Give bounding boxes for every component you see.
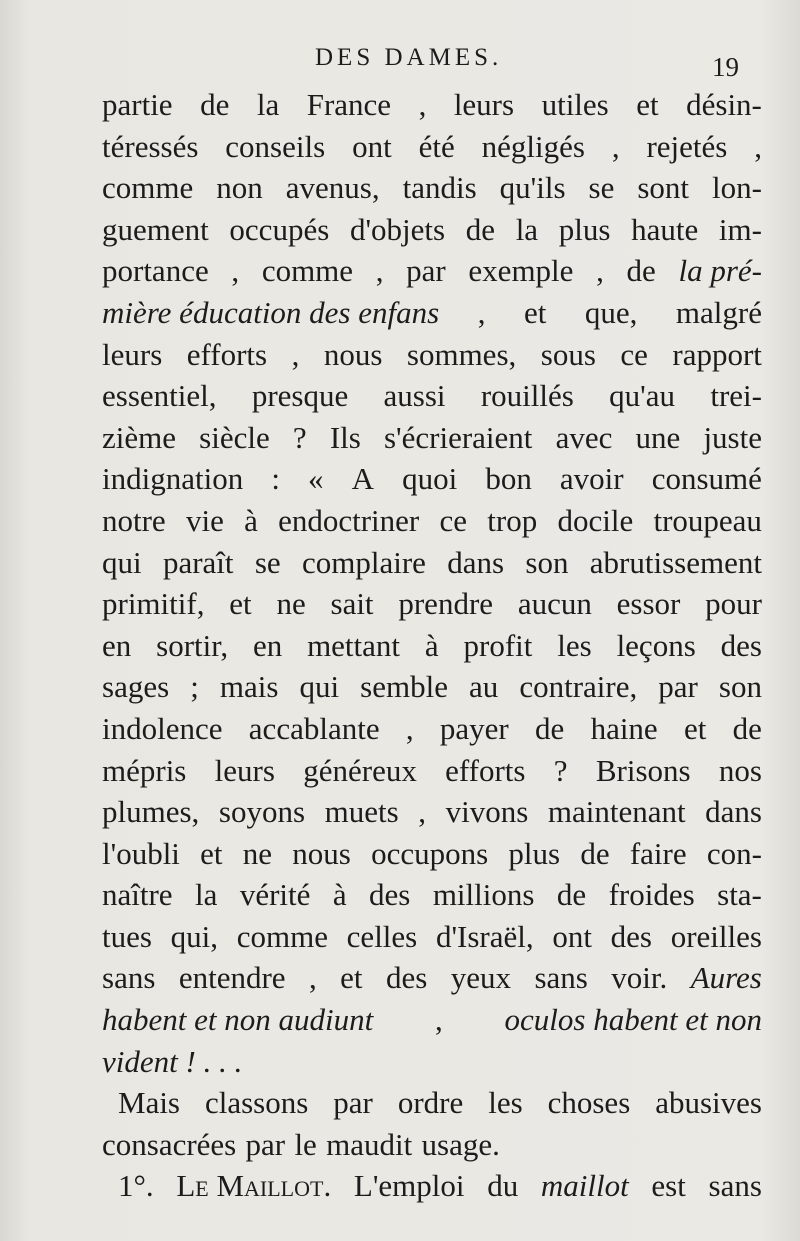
text-word: presque — [251, 378, 349, 414]
text-line — [102, 167, 762, 209]
text-word: , — [231, 253, 240, 289]
text-word: « — [308, 461, 324, 497]
text-word: à — [244, 502, 258, 538]
text-word: indolence — [102, 710, 223, 746]
text-word: essentiel, — [102, 378, 217, 414]
text-word: sans — [708, 1168, 762, 1204]
text-word: les — [557, 627, 592, 663]
text-line — [102, 666, 762, 708]
text-word: nous — [292, 835, 351, 871]
text-word: rejetés — [646, 128, 728, 164]
text-word: ne — [242, 835, 273, 871]
text-word: ce — [439, 502, 468, 538]
text-word: vérité — [239, 877, 311, 913]
text-word: contraire, — [519, 669, 638, 705]
text-word: son — [718, 669, 762, 705]
text-word: L'emploi — [353, 1168, 465, 1204]
text-word: consumé — [651, 461, 762, 497]
text-word: leurs — [102, 336, 163, 372]
text-word: Mais — [118, 1085, 180, 1121]
text-word: zième — [102, 419, 177, 455]
text-word: ; — [190, 669, 199, 705]
text-word: ordre — [397, 1085, 464, 1121]
text-word: son — [525, 544, 569, 580]
text-word: par — [658, 669, 698, 705]
text-word: la — [256, 87, 280, 122]
text-word: leurs — [453, 87, 515, 122]
text-word: la — [515, 211, 539, 247]
text-word: téressés — [102, 128, 199, 164]
text-word: , — [418, 794, 426, 830]
text-word: maillot — [540, 1168, 629, 1204]
text-word: 1°. — [118, 1168, 154, 1204]
text-word: Aures — [690, 960, 762, 996]
text-word: oculos habent et non — [504, 1002, 762, 1038]
text-line — [102, 583, 762, 625]
text-word: avec — [555, 419, 613, 455]
text-word: sommes, — [406, 336, 517, 372]
text-word: sages — [102, 669, 170, 705]
text-word: choses — [547, 1085, 631, 1121]
text-word: sait — [330, 586, 374, 622]
text-word: A — [351, 461, 375, 497]
text-word: , — [405, 710, 414, 746]
text-word: de — [200, 87, 230, 122]
text-word: mépris — [102, 752, 187, 788]
text-word: usage. — [421, 1126, 500, 1162]
text-line — [102, 750, 762, 792]
text-word: essor — [616, 586, 681, 622]
text-line — [102, 833, 762, 875]
text-word: comme — [236, 918, 328, 954]
text-line — [102, 957, 762, 999]
text-line — [102, 874, 762, 916]
text-word: et — [636, 87, 659, 122]
text-word: entendre — [178, 960, 286, 996]
text-word: maudit — [326, 1126, 413, 1162]
text-word: sont — [637, 170, 690, 206]
text-word: , — [308, 960, 317, 996]
text-line — [102, 708, 762, 750]
text-line — [102, 334, 762, 376]
text-line — [102, 458, 762, 500]
text-word: primitif, — [102, 586, 205, 622]
text-word: nos — [718, 752, 762, 788]
text-word: rapport — [672, 336, 762, 372]
text-word: indignation — [102, 461, 244, 497]
text-word: qu'ils — [499, 170, 566, 206]
text-word: haine — [590, 710, 658, 746]
text-word: vident ! . . . — [102, 1043, 243, 1079]
text-word: semble — [360, 669, 448, 705]
text-word: prendre — [398, 586, 494, 622]
text-word: avoir — [559, 461, 624, 497]
text-word: nous — [323, 336, 383, 372]
text-word: , — [611, 128, 620, 164]
text-word: par — [333, 1085, 373, 1121]
text-word: exemple — [468, 253, 574, 289]
text-word: trop — [487, 502, 538, 538]
text-word: et — [340, 960, 363, 996]
text-word: payer — [439, 710, 509, 746]
text-word: rouillés — [480, 378, 574, 414]
text-word: désin- — [686, 87, 762, 122]
text-word: accablante — [248, 710, 380, 746]
running-head: DES DAMES. — [315, 44, 503, 71]
text-word: sans — [102, 960, 156, 996]
text-word: froides — [608, 877, 695, 913]
text-word: , — [291, 336, 300, 372]
text-word: une — [635, 419, 681, 455]
text-word: généreux — [303, 752, 417, 788]
text-line — [102, 542, 762, 584]
text-word: plumes, — [102, 794, 200, 830]
text-word: con- — [706, 835, 762, 871]
text-word: par — [245, 1126, 286, 1162]
text-word: muets — [324, 794, 399, 830]
text-word: naître — [102, 877, 173, 913]
text-word: et — [683, 710, 707, 746]
text-word: sta- — [717, 877, 762, 913]
text-word: efforts — [445, 752, 526, 788]
page-header — [0, 44, 800, 84]
text-word: mais — [219, 669, 279, 705]
text-line — [102, 417, 762, 459]
text-word: et — [200, 835, 223, 871]
text-line — [102, 209, 762, 251]
text-word: , — [435, 1002, 443, 1038]
text-word: oreilles — [670, 918, 762, 954]
text-word: la — [195, 877, 218, 913]
text-word: Le Maillot. — [176, 1168, 332, 1204]
text-word: Brisons — [595, 752, 691, 788]
text-word: guement — [102, 211, 209, 247]
text-word: la pré- — [678, 253, 762, 289]
text-word: millions — [432, 877, 535, 913]
text-word: ne — [276, 586, 306, 622]
text-line — [102, 1082, 762, 1124]
text-word: est — [651, 1168, 686, 1204]
text-word: comme — [261, 253, 354, 289]
text-word: haute — [631, 211, 699, 247]
page-number: 19 — [712, 52, 739, 82]
text-word: des — [369, 877, 411, 913]
text-word: , — [477, 294, 486, 330]
text-word: sans — [534, 960, 588, 996]
text-word: maintenant — [547, 794, 686, 830]
text-word: utiles — [541, 87, 609, 122]
text-word: ? — [553, 752, 568, 788]
text-word: avenus, — [285, 170, 380, 206]
text-word: s'écrieraient — [383, 419, 533, 455]
text-word: aussi — [383, 378, 446, 414]
text-word: profit — [463, 627, 533, 663]
text-word: vie — [185, 502, 224, 538]
text-word: négligés — [481, 128, 585, 164]
text-line — [102, 1165, 762, 1207]
text-word: ? — [292, 419, 307, 455]
text-word: de — [626, 253, 656, 289]
text-word: Ils — [329, 419, 361, 455]
text-word: partie — [102, 87, 173, 122]
text-word: ce — [620, 336, 648, 372]
text-word: vivons — [445, 794, 529, 830]
text-word: été — [418, 128, 455, 164]
text-word: tues — [102, 918, 152, 954]
text-word: à — [332, 877, 347, 913]
text-word: complaire — [301, 544, 426, 580]
text-word: de — [580, 835, 610, 871]
text-word: classons — [204, 1085, 309, 1121]
text-word: au — [469, 669, 499, 705]
text-line — [102, 500, 762, 542]
text-word: occupés — [229, 211, 330, 247]
text-word: malgré — [675, 294, 762, 330]
text-word: leurs — [214, 752, 275, 788]
text-word: soyons — [218, 794, 306, 830]
text-word: leçons — [616, 627, 696, 663]
text-word: faire — [629, 835, 687, 871]
text-word: des — [385, 960, 428, 996]
text-word: à — [424, 627, 439, 663]
text-word: sous — [540, 336, 596, 372]
text-line — [102, 1124, 762, 1166]
text-word: , — [375, 253, 384, 289]
text-word: en — [102, 627, 132, 663]
text-word: endoctriner — [278, 502, 420, 538]
text-word: yeux — [450, 960, 512, 996]
text-line — [102, 999, 762, 1041]
text-word: des — [610, 918, 652, 954]
text-word: occupons — [371, 835, 489, 871]
text-line — [102, 126, 762, 168]
text-word: France — [306, 87, 392, 122]
text-word: de — [732, 710, 762, 746]
text-word: en — [252, 627, 283, 663]
text-word: siècle — [199, 419, 270, 455]
text-word: se — [588, 170, 615, 206]
text-word: par — [406, 253, 446, 289]
text-word: , — [754, 128, 762, 164]
text-line — [102, 375, 762, 417]
text-word: lon- — [712, 170, 762, 206]
text-word: pour — [705, 586, 762, 622]
text-word: comme — [102, 170, 194, 206]
text-word: mettant — [307, 627, 401, 663]
text-word: de — [465, 211, 496, 247]
text-word: efforts — [186, 336, 268, 372]
text-word: du — [487, 1168, 519, 1204]
text-word: et — [523, 294, 547, 330]
text-word: consacrées — [102, 1126, 237, 1162]
text-word: , — [418, 87, 427, 122]
text-word: d'objets — [349, 211, 446, 247]
text-word: voir. — [611, 960, 668, 996]
text-word: mière éducation des enfans — [102, 294, 440, 330]
text-word: juste — [703, 419, 762, 455]
text-line — [102, 625, 762, 667]
text-word: plus — [508, 835, 561, 871]
text-word: habent et non audiunt — [102, 1002, 374, 1038]
text-word: trei- — [710, 378, 762, 414]
text-word: ont — [552, 918, 592, 954]
text-word: qui, — [170, 918, 219, 954]
text-line — [102, 250, 762, 292]
text-line — [102, 1041, 762, 1083]
text-line — [102, 292, 762, 334]
text-word: de — [556, 877, 587, 913]
text-word: dans — [705, 794, 762, 830]
text-word: bon — [485, 461, 532, 497]
text-word: portance — [102, 253, 209, 289]
text-word: dans — [447, 544, 505, 580]
text-word: sortir, — [156, 627, 229, 663]
text-word: celles — [346, 918, 418, 954]
text-word: que, — [584, 294, 638, 330]
text-word: l'oubli — [102, 835, 180, 871]
text-word: qu'au — [609, 378, 676, 414]
text-line — [102, 791, 762, 833]
text-line — [102, 916, 762, 958]
text-word: : — [271, 461, 280, 497]
text-word: abrutissement — [589, 544, 762, 580]
text-word: qui — [299, 669, 340, 705]
text-word: les — [488, 1085, 523, 1121]
text-word: im- — [718, 211, 762, 247]
text-word: se — [254, 544, 281, 580]
text-word: paraît — [162, 544, 234, 580]
text-word: tandis — [402, 170, 477, 206]
text-word: , — [596, 253, 604, 289]
text-word: qui — [102, 544, 142, 580]
text-word: aucun — [517, 586, 592, 622]
text-word: de — [535, 710, 565, 746]
text-word: abusives — [655, 1085, 762, 1121]
text-word: ont — [352, 128, 392, 164]
text-word: plus — [558, 211, 611, 247]
text-word: et — [229, 586, 252, 622]
text-word: conseils — [225, 128, 326, 164]
body-text — [102, 84, 762, 1207]
text-word: notre — [102, 502, 166, 538]
text-word: docile — [557, 502, 634, 538]
text-word: quoi — [402, 461, 458, 497]
text-word: troupeau — [653, 502, 762, 538]
text-word: non — [216, 170, 263, 206]
text-word: des — [720, 627, 762, 663]
text-word: le — [294, 1126, 317, 1162]
text-word: d'Israël, — [435, 918, 534, 954]
text-line — [102, 84, 762, 126]
